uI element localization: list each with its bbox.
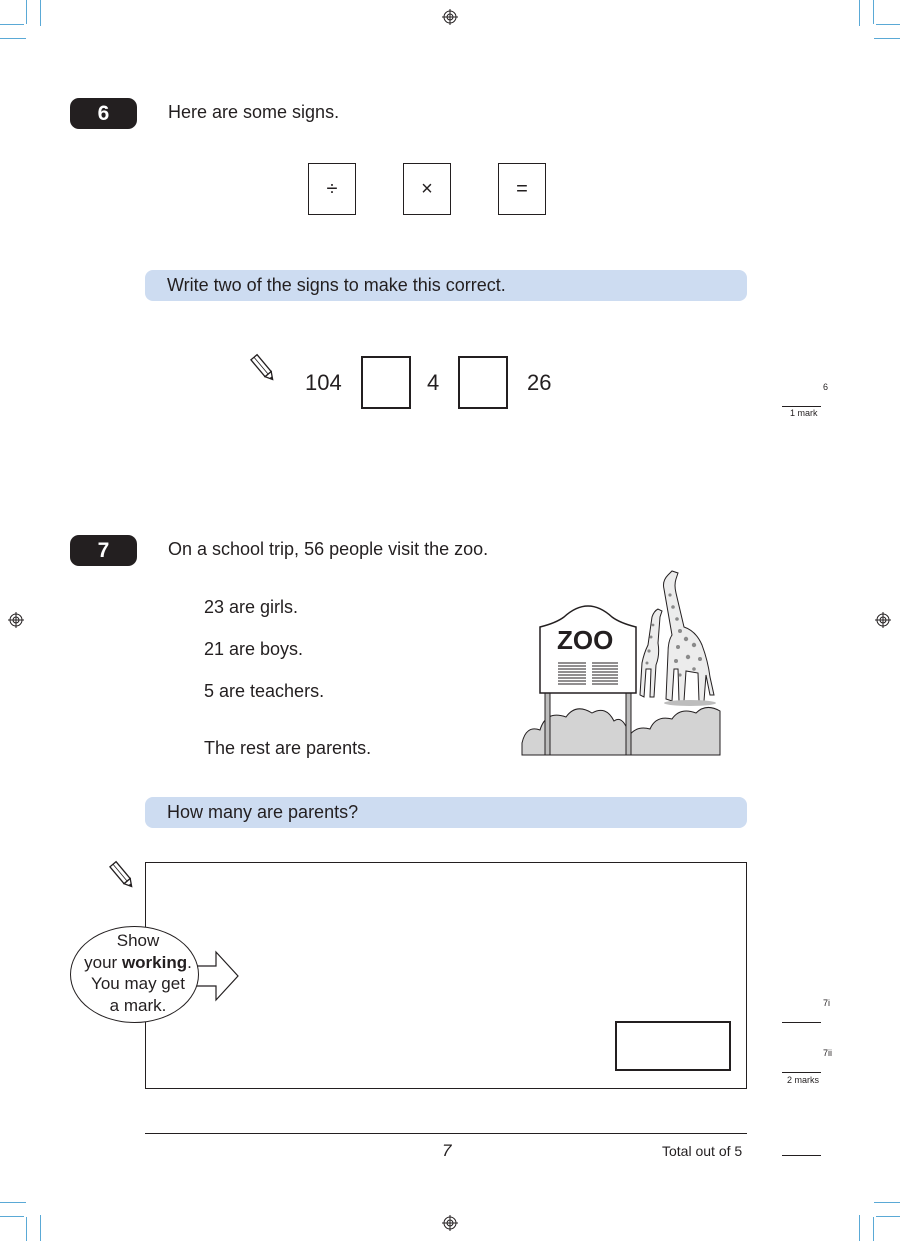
crop-mark [859, 1215, 860, 1241]
fact-girls: 23 are girls. [204, 597, 299, 617]
marking-line [782, 1072, 821, 1073]
final-answer-box[interactable] [615, 1021, 731, 1071]
answer-box-1[interactable] [361, 356, 411, 409]
fact-parents: The rest are parents. [204, 738, 372, 758]
registration-mark-icon [442, 9, 458, 25]
crop-mark [0, 1216, 24, 1217]
equation-number-c: 26 [527, 370, 552, 395]
marks-label: 1 mark [790, 408, 818, 418]
crop-mark [876, 24, 900, 25]
marking-line [782, 1022, 821, 1023]
crop-mark [40, 0, 41, 26]
equation-number-b: 4 [427, 370, 440, 395]
sign-multiply: × [403, 163, 451, 215]
registration-mark-icon [8, 612, 24, 628]
pencil-icon [109, 859, 135, 891]
question-intro: On a school trip, 56 people visit the zoo. [168, 539, 489, 559]
fact-boys: 21 are boys. [204, 639, 304, 659]
crop-mark [876, 1216, 900, 1217]
question-intro: Here are some signs. [168, 102, 340, 122]
answer-box-2[interactable] [458, 356, 508, 409]
equation-number-a: 104 [305, 370, 342, 395]
crop-mark [0, 24, 24, 25]
show-working-line: You may get [91, 974, 185, 993]
margin-question-ref: 7i [823, 998, 831, 1008]
footer-rule [145, 1133, 747, 1134]
crop-mark [874, 1202, 900, 1203]
show-working-line: your working. [84, 952, 192, 972]
crop-mark [859, 0, 860, 26]
fact-teachers: 5 are teachers. [204, 681, 325, 701]
crop-mark [0, 38, 26, 39]
crop-mark [874, 38, 900, 39]
zoo-sign-text: ZOO [557, 625, 614, 655]
crop-mark [873, 1217, 874, 1241]
show-working-line: a mark. [109, 995, 167, 1015]
marking-line [782, 406, 821, 407]
total-label: Total out of 5 [662, 1143, 743, 1159]
total-marking-line [782, 1155, 821, 1156]
registration-mark-icon [442, 1215, 458, 1231]
margin-question-ref: 7ii [823, 1048, 833, 1058]
sign-equals: = [498, 163, 546, 215]
instruction-band: How many are parents? [145, 797, 747, 828]
show-working-text [70, 930, 206, 1016]
sign-divide: ÷ [308, 163, 356, 215]
question-number: 7 [70, 535, 137, 566]
crop-mark [0, 1202, 26, 1203]
crop-mark [26, 1217, 27, 1241]
question-number: 6 [70, 98, 137, 129]
registration-mark-icon [875, 612, 891, 628]
crop-mark [873, 0, 874, 24]
instruction-band: Write two of the signs to make this correct. [145, 270, 747, 301]
zoo-illustration [520, 565, 722, 757]
margin-question-ref: 6 [823, 382, 829, 392]
crop-mark [26, 0, 27, 24]
page-number: 7 [442, 1141, 452, 1160]
marks-label: 2 marks [787, 1075, 820, 1085]
crop-mark [40, 1215, 41, 1241]
pencil-icon [250, 352, 276, 384]
show-working-line: Show [116, 931, 160, 950]
